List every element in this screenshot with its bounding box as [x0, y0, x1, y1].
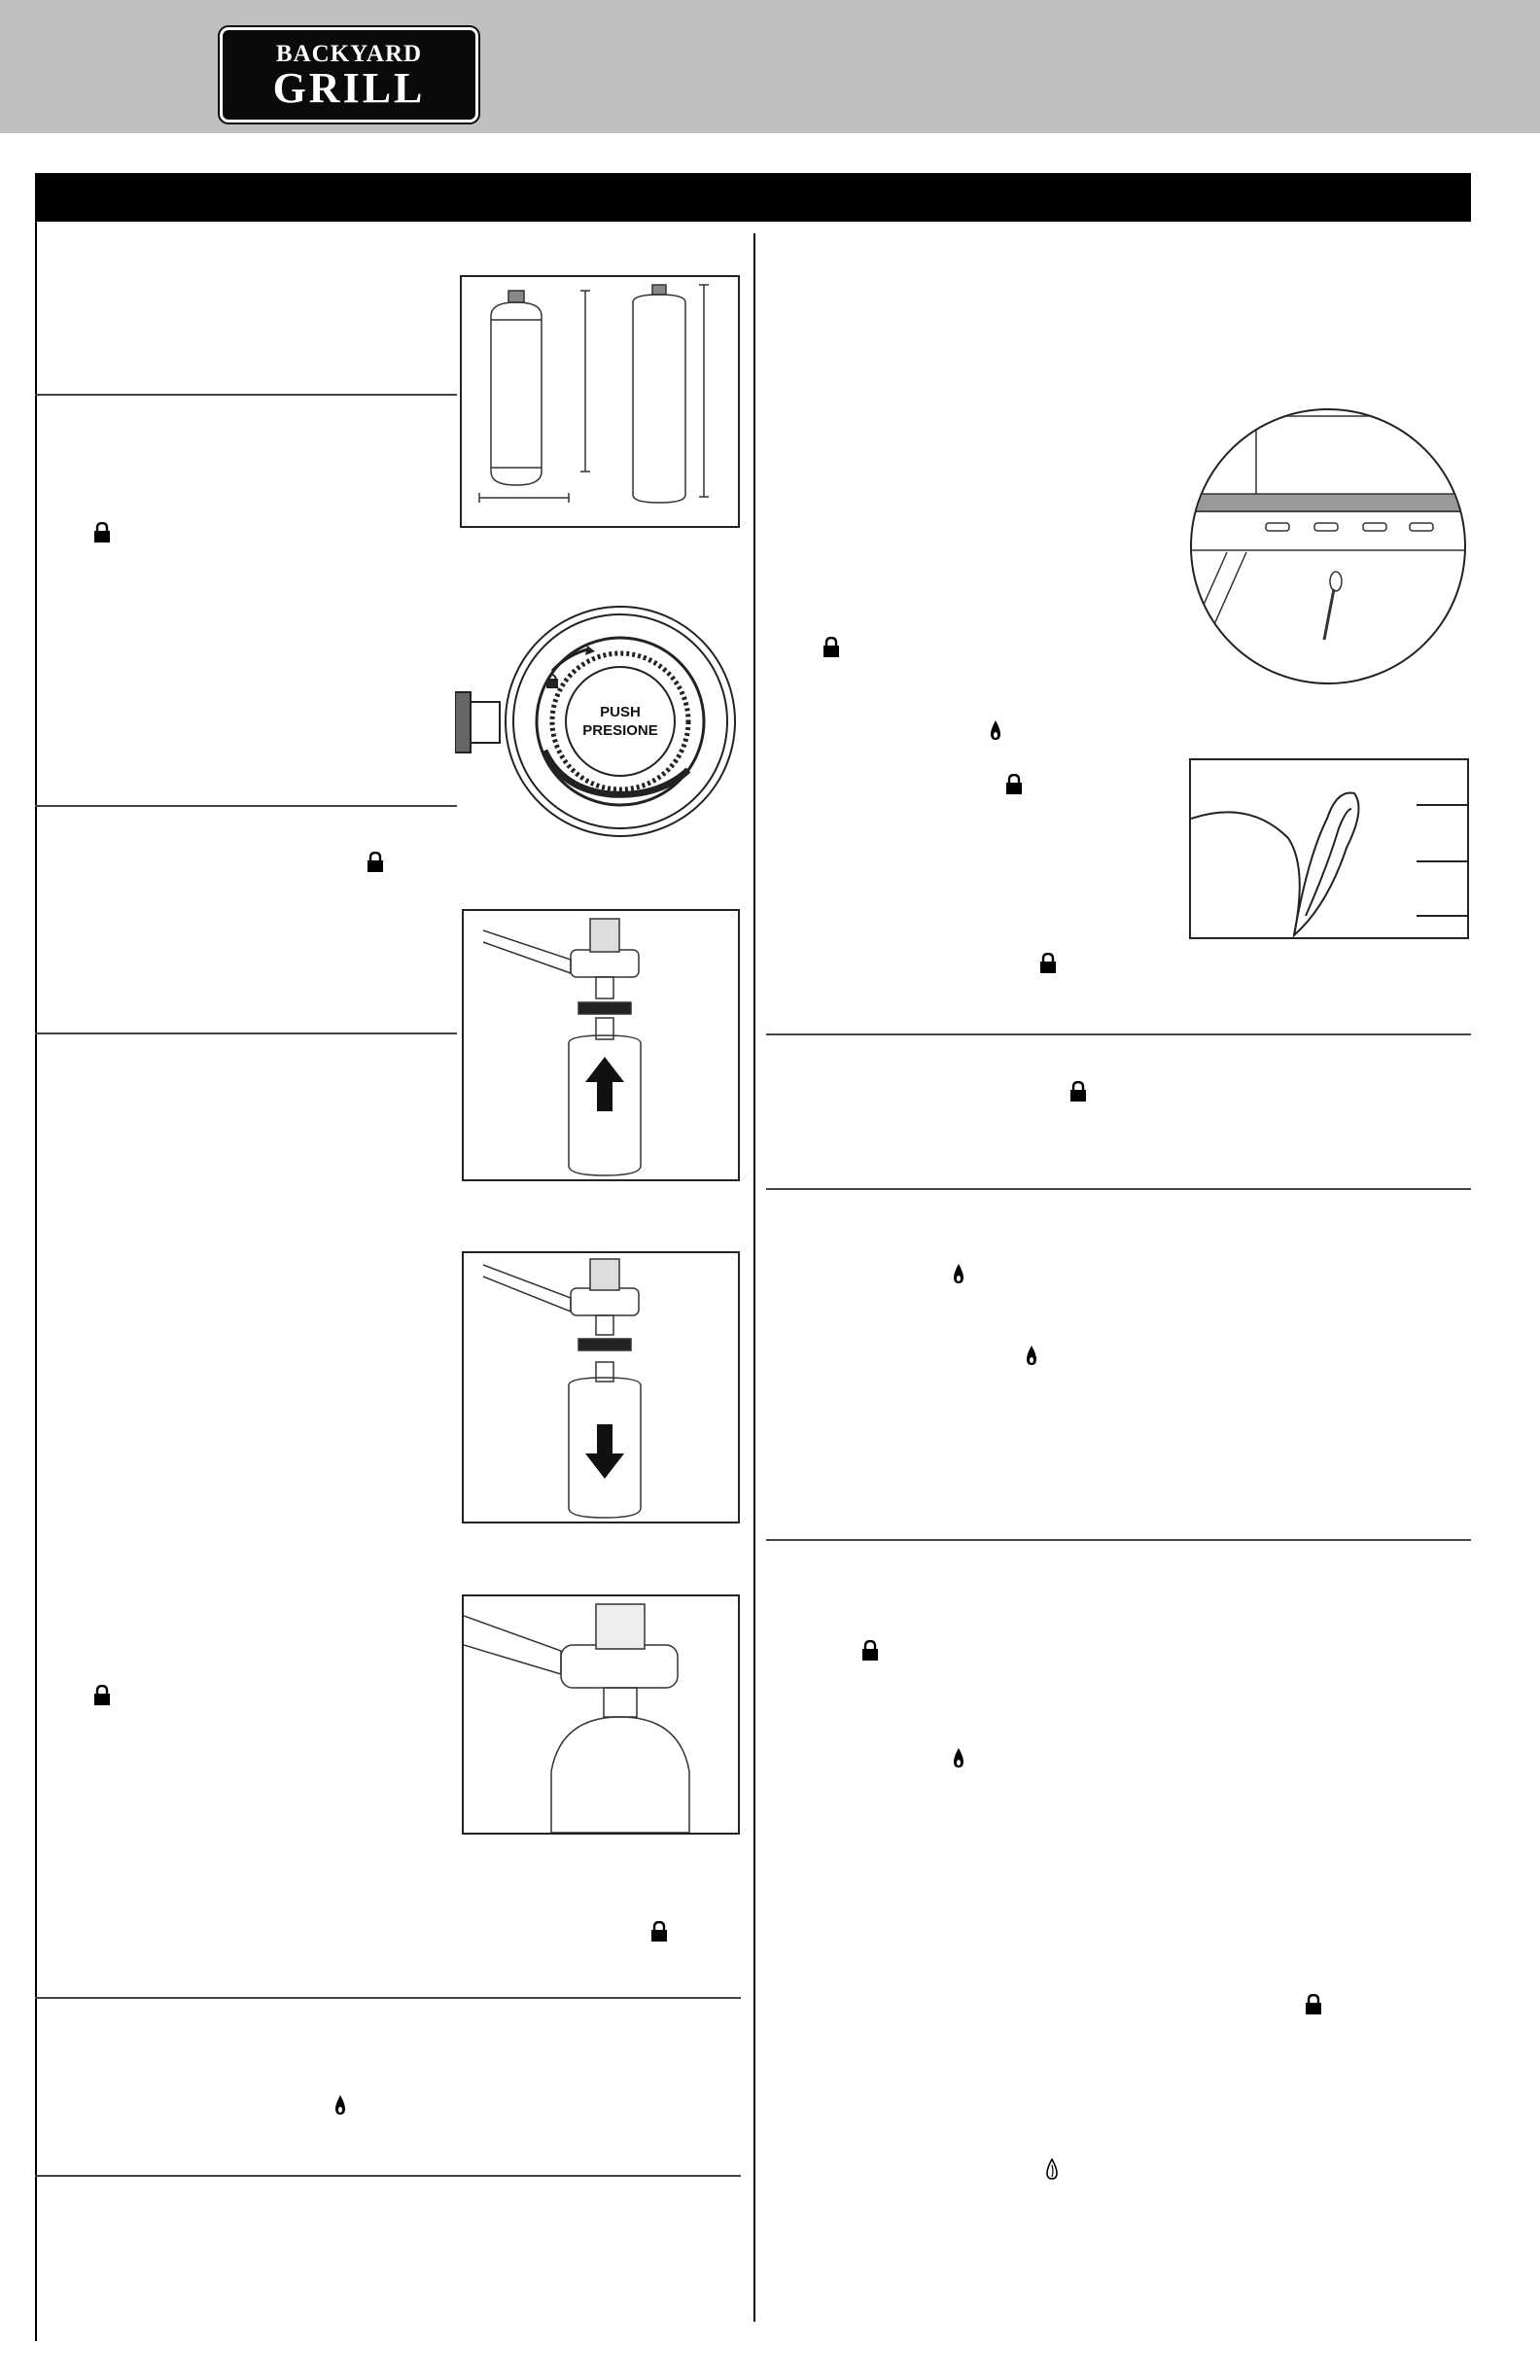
lock-icon	[1039, 953, 1057, 974]
lock-icon	[1005, 774, 1023, 795]
flame-icon	[1025, 1345, 1038, 1366]
disconnect-cylinder-figure	[462, 1251, 740, 1523]
section-title-bar	[35, 173, 1471, 222]
left-margin-rule	[35, 222, 37, 2341]
grill-igniter-figure	[1188, 406, 1468, 686]
lock-icon	[1305, 1994, 1322, 2015]
logo-line1: BACKYARD	[275, 41, 423, 67]
flame-diagram-figure	[1189, 758, 1469, 939]
flame-icon	[333, 2094, 347, 2116]
logo-line2: GRILL	[272, 64, 426, 112]
flame-icon	[952, 1263, 965, 1284]
section-rule	[35, 2175, 741, 2177]
lock-icon	[822, 637, 840, 658]
dial-label-presione: PRESIONE	[582, 722, 658, 739]
regulator-dial-figure	[455, 595, 739, 843]
regulator-closeup-figure	[462, 1594, 740, 1835]
brand-logo	[220, 27, 478, 122]
flame-outline-icon	[1045, 2158, 1059, 2180]
lock-icon	[93, 522, 111, 543]
dial-label-push: PUSH	[600, 704, 641, 720]
section-rule	[35, 394, 457, 396]
lock-icon	[367, 852, 384, 873]
section-rule	[766, 1539, 1471, 1541]
section-rule	[766, 1033, 1471, 1035]
section-rule	[35, 1997, 741, 1999]
flame-icon	[952, 1747, 965, 1768]
column-divider	[753, 233, 755, 2322]
section-rule	[35, 805, 457, 807]
lock-icon	[650, 1921, 668, 1942]
lock-icon	[861, 1640, 879, 1662]
section-rule	[35, 1032, 457, 1034]
flame-icon	[989, 719, 1002, 741]
section-rule	[766, 1188, 1471, 1190]
lock-icon	[93, 1685, 111, 1706]
connect-cylinder-figure	[462, 909, 740, 1181]
lock-icon	[1069, 1081, 1087, 1102]
cylinder-figure	[460, 275, 740, 528]
